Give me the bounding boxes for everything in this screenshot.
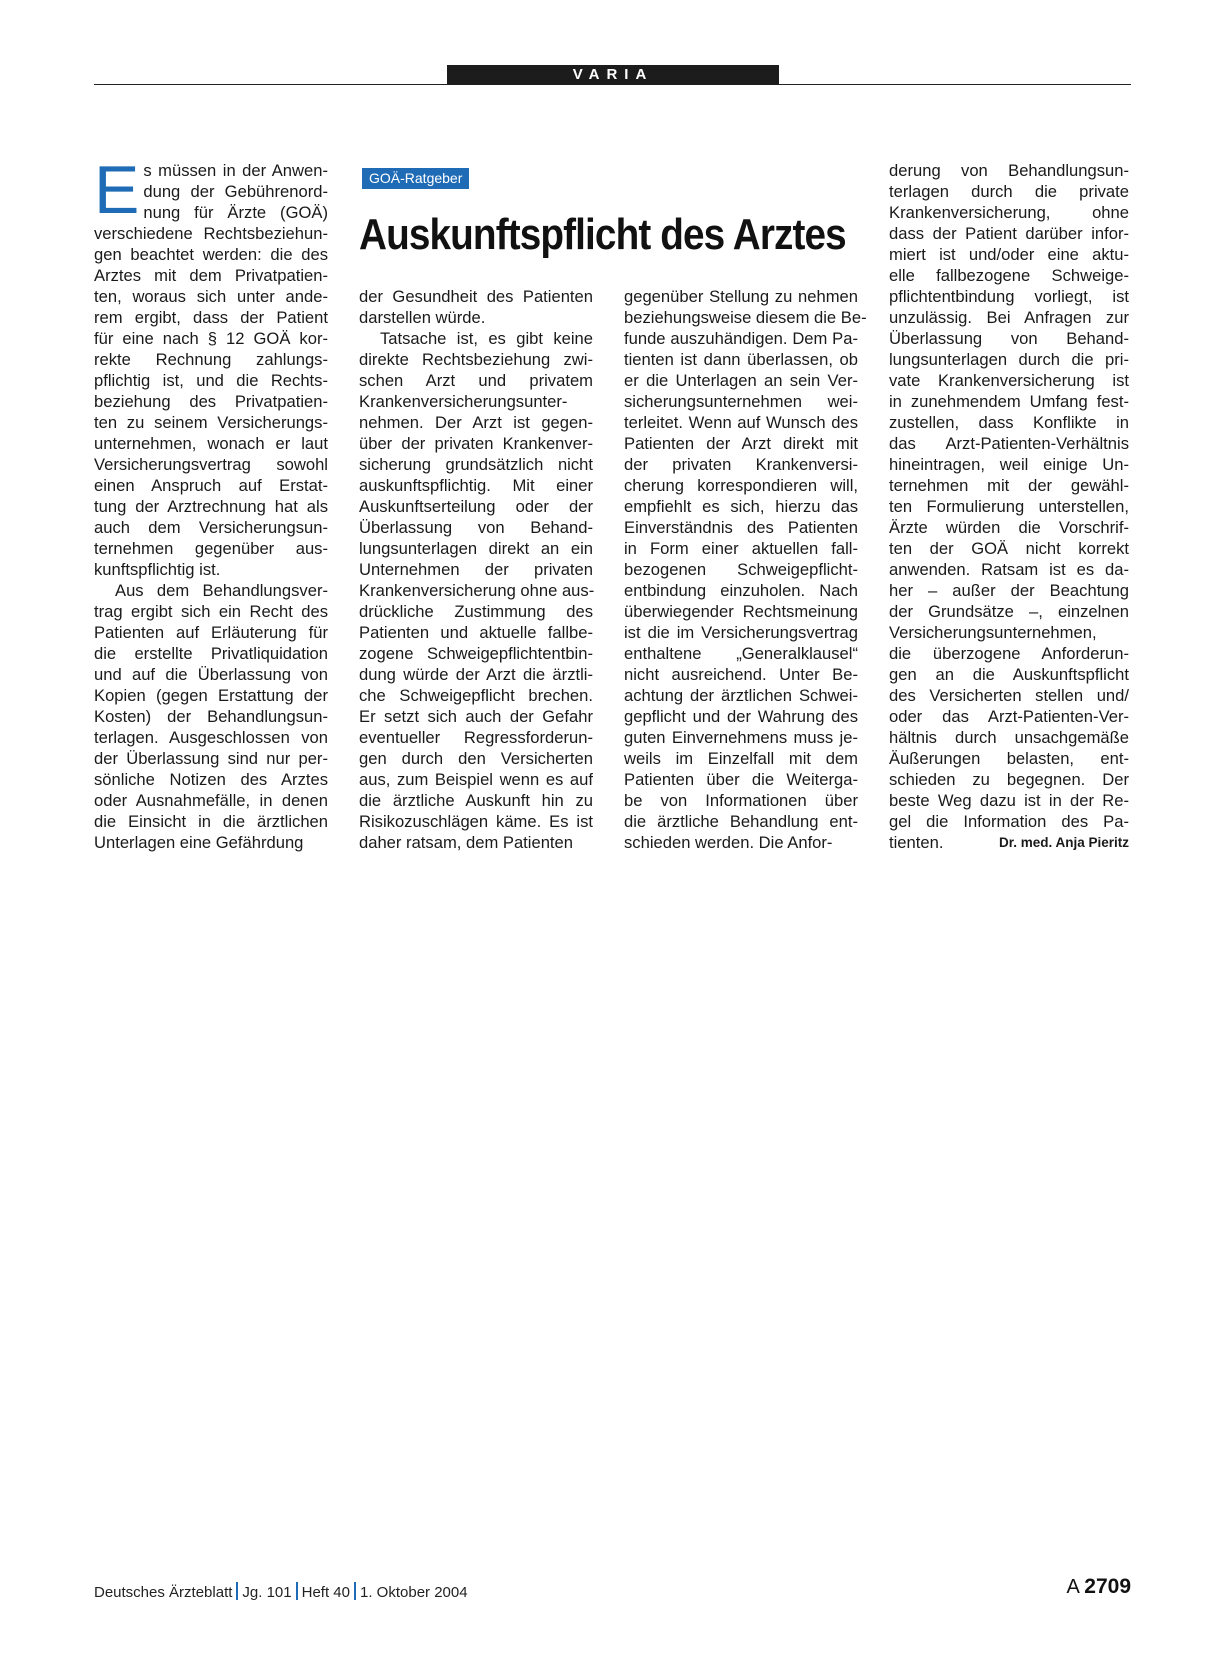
- text-line: tung der Arztrechnung hat als: [94, 497, 328, 516]
- text-line: Er setzt sich auch der Gefahr: [359, 707, 593, 726]
- text-line: Patienten und aktuelle fallbe-: [359, 623, 593, 642]
- text-line: tienten ist dann überlassen, ob: [624, 350, 858, 369]
- text-line: Ärzte würden die Vorschrif-: [889, 518, 1129, 537]
- text-line: derung von Behandlungsun-: [889, 161, 1129, 180]
- text-line: terlagen. Ausgeschlossen von: [94, 728, 328, 747]
- text-line: terlagen durch die private: [889, 182, 1129, 201]
- text-line: s müssen in der Anwen-: [143, 161, 328, 180]
- text-line: weils im Einzelfall mit dem: [624, 749, 858, 768]
- text-line: des Versicherten stellen und/: [889, 686, 1129, 705]
- text-line: sönliche Notizen des Arztes: [94, 770, 328, 789]
- text-line: gen beachtet werden: die des: [94, 245, 328, 264]
- text-line: Patienten über die Weiterga-: [624, 770, 858, 789]
- text-line: gegenüber Stellung zu nehmen: [624, 287, 858, 306]
- text-line: Arztes mit dem Privatpatien-: [94, 266, 328, 285]
- text-line: für eine nach § 12 GOÄ kor-: [94, 329, 328, 348]
- text-line: oder das Arzt-Patienten-Ver-: [889, 707, 1129, 726]
- page-number: [1066, 1575, 1131, 1599]
- text-line: oder Ausnahmefälle, in denen: [94, 791, 328, 810]
- text-line: das Arzt-Patienten-Verhältnis: [889, 434, 1129, 453]
- text-line: gepflicht und der Wahrung des: [624, 707, 858, 726]
- text-line: dass der Patient darüber infor-: [889, 224, 1129, 243]
- journal-volume: Jg. 101: [242, 1584, 292, 1601]
- text-line: sicherungsunternehmen wei-: [624, 392, 858, 411]
- text-line: funde auszuhändigen. Dem Pa-: [624, 329, 858, 348]
- text-line: Überlassung von Behand-: [889, 329, 1129, 348]
- text-line: vate Krankenversicherung ist: [889, 371, 1129, 390]
- text-line: die überzogene Anforderun-: [889, 644, 1129, 663]
- text-line: elle fallbezogene Schweige-: [889, 266, 1129, 285]
- text-line: direkte Rechtsbeziehung zwi-: [359, 350, 593, 369]
- text-line: Patienten auf Erläuterung für: [94, 623, 328, 642]
- text-line: be von Informationen über: [624, 791, 858, 810]
- text-line: Tatsache ist, es gibt keine: [380, 329, 593, 348]
- text-line: entbindung einzuholen. Nach: [624, 581, 858, 600]
- text-line: drückliche Zustimmung des: [359, 602, 593, 621]
- text-line: anwenden. Ratsam ist es da-: [889, 560, 1129, 579]
- text-line: unternehmen, wonach er laut: [94, 434, 328, 453]
- text-line: bezogenen Schweigepflicht-: [624, 560, 858, 579]
- text-line: rekte Rechnung zahlungs-: [94, 350, 328, 369]
- author-name: Dr. med. Anja Pieritz: [998, 835, 1129, 850]
- text-line: ten, woraus sich unter ande-: [94, 287, 328, 306]
- text-line: Krankenversicherung, ohne: [889, 203, 1129, 222]
- text-line: gel die Information des Pa-: [889, 812, 1129, 831]
- text-line: der Überlassung sind nur per-: [94, 749, 328, 768]
- text-line: Unterlagen eine Gefährdung: [94, 833, 304, 852]
- text-line: beste Weg dazu ist in der Re-: [889, 791, 1129, 810]
- text-line: schieden zu begegnen. Der: [889, 770, 1129, 789]
- drop-cap: E: [94, 152, 140, 228]
- text-line: der Gesundheit des Patienten: [359, 287, 593, 306]
- text-line: die ärztliche Behandlung ent-: [624, 812, 858, 831]
- text-line: ten der GOÄ nicht korrekt: [889, 539, 1129, 558]
- text-line: auch dem Versicherungsun-: [94, 518, 328, 537]
- text-line: empfiehlt es sich, hierzu das: [624, 497, 858, 516]
- text-line: rem ergibt, dass der Patient: [94, 308, 328, 327]
- footer-separator: [236, 1582, 238, 1600]
- text-line: sicherung grundsätzlich nicht: [359, 455, 593, 474]
- text-line: die erstellte Privatliquidation: [94, 644, 328, 663]
- text-line: und auf die Überlassung von: [94, 665, 328, 684]
- text-line: daher ratsam, dem Patienten: [359, 833, 573, 852]
- footer-separator: [354, 1582, 356, 1600]
- column-3: [624, 286, 867, 853]
- text-line: pflichtentbindung vorliegt, ist: [889, 287, 1129, 306]
- text-line: Äußerungen belasten, ent-: [889, 749, 1129, 768]
- text-line: guten Einvernehmens muss je-: [624, 728, 858, 747]
- text-line: einen Anspruch auf Erstat-: [94, 476, 328, 495]
- text-line: Versicherungsvertrag sowohl: [94, 455, 328, 474]
- text-line: aus, zum Beispiel wenn es auf: [359, 770, 593, 789]
- text-line: ternehmen gegenüber aus-: [94, 539, 328, 558]
- text-line: verschiedene Rechtsbeziehun-: [94, 224, 328, 243]
- text-line: Aus dem Behandlungsver-: [115, 581, 328, 600]
- text-line: Unternehmen der privaten: [359, 560, 593, 579]
- column-1: [94, 152, 328, 853]
- text-line: auskunftspflichtig. Mit einer: [359, 476, 593, 495]
- text-line: lungsunterlagen durch die pri-: [889, 350, 1129, 369]
- text-line: zogene Schweigepflichtentbin-: [359, 644, 593, 663]
- text-line: die Einsicht in die ärztlichen: [94, 812, 328, 831]
- text-line: über der privaten Krankenver-: [359, 434, 593, 453]
- text-line: Einverständnis des Patienten: [624, 518, 858, 537]
- text-line: Überlassung von Behand-: [359, 518, 593, 537]
- text-line: Patienten der Arzt direkt mit: [624, 434, 858, 453]
- text-line: der privaten Krankenversi-: [624, 455, 858, 474]
- text-line: che Schweigepflicht brechen.: [359, 686, 593, 705]
- page-prefix: A: [1066, 1576, 1079, 1598]
- text-line: tienten. Dr. med. Anja Pieritz: [889, 833, 1129, 852]
- text-line: kunftspflichtig ist.: [94, 560, 221, 579]
- text-line: unzulässig. Bei Anfragen zur: [889, 308, 1129, 327]
- text-line: nung für Ärzte (GOÄ): [143, 203, 328, 222]
- text-line: die ärztliche Auskunft hin zu: [359, 791, 593, 810]
- journal-issue: Heft 40: [301, 1584, 350, 1601]
- text-line: Krankenversicherung ohne aus-: [359, 581, 595, 600]
- text-line: Krankenversicherungsunter-: [359, 392, 568, 411]
- text-line: ternehmen mit der gewähl-: [889, 476, 1129, 495]
- issue-date: 1. Oktober 2004: [360, 1584, 468, 1601]
- text-line: beziehungsweise diesem die Be-: [624, 308, 867, 327]
- column-2: [359, 286, 593, 853]
- text-line: in Form einer aktuellen fall-: [624, 539, 858, 558]
- text-line: in zunehmendem Umfang fest-: [889, 392, 1129, 411]
- text-line: darstellen würde.: [359, 308, 486, 327]
- column-4: [889, 160, 1129, 853]
- text-line: Kopien (gegen Erstattung der: [94, 686, 328, 705]
- text-line: terleitet. Wenn auf Wunsch des: [624, 413, 858, 432]
- text-line: schieden werden. Die Anfor-: [624, 833, 833, 852]
- text-line: beziehung des Privatpatien-: [94, 392, 328, 411]
- article-title: Auskunftspflicht des Arztes: [359, 210, 846, 259]
- text-line: überwiegender Rechtsmeinung: [624, 602, 858, 621]
- text-line: achtung der ärztlichen Schwei-: [624, 686, 858, 705]
- text-line: enthaltene „Generalklausel“: [624, 644, 858, 663]
- section-label: VARIA: [447, 65, 779, 85]
- text-line: Auskunftserteilung oder der: [359, 497, 593, 516]
- text-line: pflichtig ist, und die Rechts-: [94, 371, 328, 390]
- footer: [94, 1582, 468, 1601]
- text-line: lungsunterlagen direkt an ein: [359, 539, 593, 558]
- text-line: schen Arzt und privatem: [359, 371, 593, 390]
- text-line: hineintragen, weil einige Un-: [889, 455, 1129, 474]
- text-line: miert ist und/oder eine aktu-: [889, 245, 1129, 264]
- text-line: Kosten) der Behandlungsun-: [94, 707, 328, 726]
- text-line: Versicherungsunternehmen,: [889, 623, 1097, 642]
- text-line: dung der Gebührenord-: [143, 182, 328, 201]
- rubric-badge: GOÄ-Ratgeber: [362, 168, 469, 189]
- text-line: trag ergibt sich ein Recht des: [94, 602, 328, 621]
- text-line: der Grundsätze –, einzelnen: [889, 602, 1129, 621]
- text-line: gen durch den Versicherten: [359, 749, 593, 768]
- text-line: ten zu seinem Versicherungs-: [94, 413, 328, 432]
- text-line: eventueller Regressforderun-: [359, 728, 593, 747]
- text-line: cherung korrespondieren will,: [624, 476, 858, 495]
- text-line: Risikozuschlägen käme. Es ist: [359, 812, 593, 831]
- footer-separator: [296, 1582, 298, 1600]
- text-line: dung würde der Arzt die ärztli-: [359, 665, 593, 684]
- text-line: zustellen, dass Konflikte in: [889, 413, 1129, 432]
- page-number-value: 2709: [1084, 1575, 1131, 1598]
- text-line: er die Unterlagen an sein Ver-: [624, 371, 858, 390]
- text-line: hältnis durch unsachgemäße: [889, 728, 1129, 747]
- journal-name: Deutsches Ärzteblatt: [94, 1584, 233, 1601]
- text-line: gen an die Auskunftspflicht: [889, 665, 1129, 684]
- text-line: ten Formulierung unterstellen,: [889, 497, 1129, 516]
- text-line: ist die im Versicherungsvertrag: [624, 623, 858, 642]
- text-line: her – außer der Beachtung: [889, 581, 1129, 600]
- text-line: nehmen. Der Arzt ist gegen-: [359, 413, 593, 432]
- text-line: nicht ausreichend. Unter Be-: [624, 665, 858, 684]
